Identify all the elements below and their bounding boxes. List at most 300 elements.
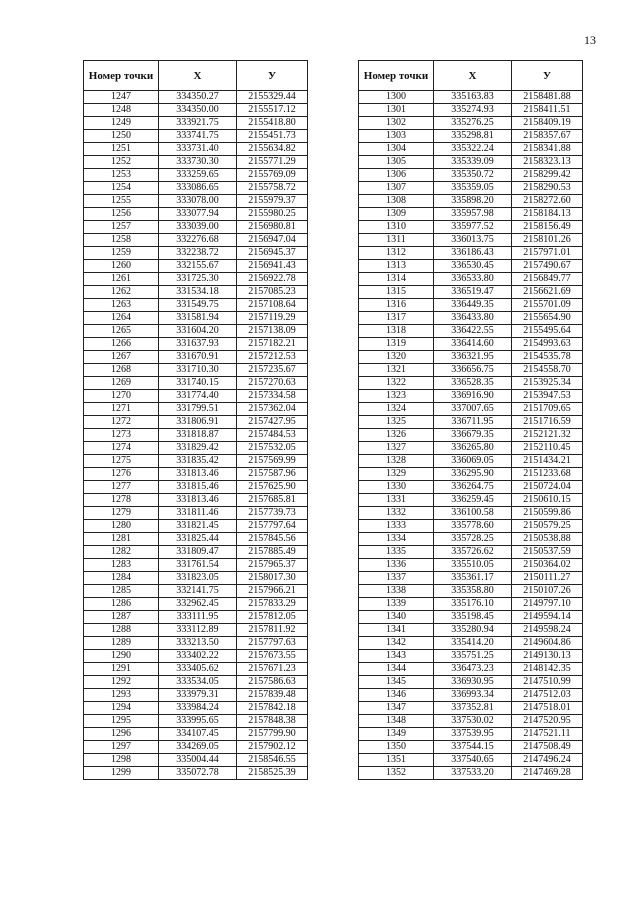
point-number-header: Номер точки (84, 61, 159, 91)
point-number-cell: 1328 (359, 455, 434, 468)
table-row (84, 169, 308, 182)
point-number-cell: 1345 (359, 676, 434, 689)
y-coordinate-cell: 2158272.60 (512, 195, 583, 208)
y-coordinate-cell: 2158323.13 (512, 156, 583, 169)
y-coordinate-cell: 2155979.37 (237, 195, 308, 208)
table-row (84, 130, 308, 143)
table-row (84, 715, 308, 728)
table-row (84, 442, 308, 455)
x-coordinate-cell: 333731.40 (159, 143, 237, 156)
x-coordinate-cell: 337352.81 (434, 702, 512, 715)
y-coordinate-cell: 2157625.90 (237, 481, 308, 494)
coordinates-table-right (358, 60, 583, 780)
y-coordinate-cell: 2150599.86 (512, 507, 583, 520)
y-coordinate-cell: 2154558.70 (512, 364, 583, 377)
table-row (84, 195, 308, 208)
y-coordinate-cell: 2155495.64 (512, 325, 583, 338)
point-number-cell: 1351 (359, 754, 434, 767)
table-row (84, 650, 308, 663)
table-row (359, 169, 583, 182)
y-coordinate-cell: 2156849.77 (512, 273, 583, 286)
y-coordinate-cell: 2157532.05 (237, 442, 308, 455)
y-coordinate-cell: 2147512.03 (512, 689, 583, 702)
y-coordinate-cell: 2158184.13 (512, 208, 583, 221)
y-coordinate-cell: 2150537.59 (512, 546, 583, 559)
table-row (84, 546, 308, 559)
table-row (84, 143, 308, 156)
table-row (84, 624, 308, 637)
table-row (84, 182, 308, 195)
y-coordinate-cell: 2148142.35 (512, 663, 583, 676)
point-number-cell: 1323 (359, 390, 434, 403)
x-coordinate-cell: 333995.65 (159, 715, 237, 728)
x-coordinate-cell: 335322.24 (434, 143, 512, 156)
table-row (359, 624, 583, 637)
x-coordinate-cell: 336993.34 (434, 689, 512, 702)
y-coordinate-cell: 2157427.95 (237, 416, 308, 429)
table-row (84, 221, 308, 234)
x-coordinate-cell: 336656.75 (434, 364, 512, 377)
y-coordinate-cell: 2147469.28 (512, 767, 583, 780)
y-coordinate-cell: 2157811.92 (237, 624, 308, 637)
table-row (359, 481, 583, 494)
x-coordinate-cell: 333741.75 (159, 130, 237, 143)
page-number: 13 (584, 33, 596, 47)
point-number-cell: 1314 (359, 273, 434, 286)
point-number-cell: 1287 (84, 611, 159, 624)
point-number-cell: 1305 (359, 156, 434, 169)
point-number-cell: 1279 (84, 507, 159, 520)
point-number-cell: 1278 (84, 494, 159, 507)
point-number-cell: 1322 (359, 377, 434, 390)
y-coordinate-cell: 2157902.12 (237, 741, 308, 754)
point-number-cell: 1254 (84, 182, 159, 195)
y-coordinate-cell: 2158525.39 (237, 767, 308, 780)
table-row (359, 351, 583, 364)
point-number-cell: 1346 (359, 689, 434, 702)
table-row (359, 429, 583, 442)
x-coordinate-cell: 332141.75 (159, 585, 237, 598)
table-row (84, 273, 308, 286)
point-number-cell: 1289 (84, 637, 159, 650)
y-coordinate-cell: 2150610.15 (512, 494, 583, 507)
point-number-header: Номер точки (359, 61, 434, 91)
point-number-cell: 1333 (359, 520, 434, 533)
x-coordinate-cell: 331806.91 (159, 416, 237, 429)
table-header-row (359, 61, 583, 91)
table-row (359, 312, 583, 325)
y-coordinate-cell: 2156621.69 (512, 286, 583, 299)
x-coordinate-cell: 333402.22 (159, 650, 237, 663)
table-row (84, 494, 308, 507)
point-number-cell: 1317 (359, 312, 434, 325)
table-row (84, 234, 308, 247)
x-coordinate-cell: 331761.54 (159, 559, 237, 572)
y-coordinate-cell: 2147518.01 (512, 702, 583, 715)
table-row (84, 637, 308, 650)
y-coordinate-cell: 2157885.49 (237, 546, 308, 559)
table-row (84, 598, 308, 611)
table-row (359, 585, 583, 598)
x-coordinate-cell: 331740.15 (159, 377, 237, 390)
table-row (359, 104, 583, 117)
x-coordinate-cell: 335510.05 (434, 559, 512, 572)
y-coordinate-cell: 2155329.44 (237, 91, 308, 104)
point-number-cell: 1347 (359, 702, 434, 715)
table-row (84, 728, 308, 741)
point-number-cell: 1311 (359, 234, 434, 247)
x-coordinate-cell: 336711.95 (434, 416, 512, 429)
y-coordinate-cell: 2158156.49 (512, 221, 583, 234)
y-coordinate-cell: 2149797.10 (512, 598, 583, 611)
point-number-cell: 1272 (84, 416, 159, 429)
x-coordinate-cell: 333077.94 (159, 208, 237, 221)
point-number-cell: 1336 (359, 559, 434, 572)
point-number-cell: 1251 (84, 143, 159, 156)
y-coordinate-cell: 2151716.59 (512, 416, 583, 429)
table-row (84, 403, 308, 416)
point-number-cell: 1302 (359, 117, 434, 130)
x-coordinate-cell: 331710.30 (159, 364, 237, 377)
y-coordinate-cell: 2157739.73 (237, 507, 308, 520)
point-number-cell: 1315 (359, 286, 434, 299)
x-coordinate-cell: 331637.93 (159, 338, 237, 351)
table-row (84, 676, 308, 689)
x-coordinate-cell: 335751.25 (434, 650, 512, 663)
x-coordinate-cell: 331581.94 (159, 312, 237, 325)
point-number-cell: 1288 (84, 624, 159, 637)
point-number-cell: 1249 (84, 117, 159, 130)
table-row (359, 221, 583, 234)
x-coordinate-cell: 336916.90 (434, 390, 512, 403)
x-coordinate-cell: 332276.68 (159, 234, 237, 247)
x-coordinate-cell: 331813.46 (159, 494, 237, 507)
x-coordinate-cell: 331813.46 (159, 468, 237, 481)
point-number-cell: 1321 (359, 364, 434, 377)
y-coordinate-cell: 2156922.78 (237, 273, 308, 286)
point-number-cell: 1344 (359, 663, 434, 676)
y-coordinate-cell: 2149594.14 (512, 611, 583, 624)
point-number-cell: 1330 (359, 481, 434, 494)
point-number-cell: 1282 (84, 546, 159, 559)
x-coordinate-cell: 336533.80 (434, 273, 512, 286)
x-coordinate-cell: 335361.17 (434, 572, 512, 585)
point-number-cell: 1335 (359, 546, 434, 559)
point-number-cell: 1312 (359, 247, 434, 260)
x-coordinate-cell: 333984.24 (159, 702, 237, 715)
y-coordinate-cell: 2157108.64 (237, 299, 308, 312)
x-coordinate-cell: 331823.05 (159, 572, 237, 585)
table-row (359, 533, 583, 546)
y-coordinate-cell: 2157673.55 (237, 650, 308, 663)
y-coordinate-cell: 2155517.12 (237, 104, 308, 117)
y-coordinate-cell: 2149604.86 (512, 637, 583, 650)
y-coordinate-cell: 2149130.13 (512, 650, 583, 663)
table-row (359, 234, 583, 247)
y-coordinate-cell: 2157235.67 (237, 364, 308, 377)
table-row (359, 442, 583, 455)
point-number-cell: 1264 (84, 312, 159, 325)
table-row (84, 741, 308, 754)
x-coordinate-cell: 331604.20 (159, 325, 237, 338)
table-row (359, 182, 583, 195)
point-number-cell: 1320 (359, 351, 434, 364)
x-coordinate-cell: 336519.47 (434, 286, 512, 299)
table-row (84, 663, 308, 676)
x-coordinate-cell: 336265.80 (434, 442, 512, 455)
table-row (84, 468, 308, 481)
y-coordinate-cell: 2157484.53 (237, 429, 308, 442)
table-row (84, 611, 308, 624)
table-row (359, 650, 583, 663)
point-number-cell: 1337 (359, 572, 434, 585)
point-number-cell: 1275 (84, 455, 159, 468)
x-coordinate-cell: 331829.42 (159, 442, 237, 455)
x-coordinate-cell: 336473.23 (434, 663, 512, 676)
table-row (84, 104, 308, 117)
table-row (359, 520, 583, 533)
table-row (359, 728, 583, 741)
point-number-cell: 1276 (84, 468, 159, 481)
y-coordinate-cell: 2157587.96 (237, 468, 308, 481)
table-row (359, 637, 583, 650)
y-coordinate-cell: 2157839.48 (237, 689, 308, 702)
x-coordinate-cell: 332155.67 (159, 260, 237, 273)
table-row (84, 260, 308, 273)
x-coordinate-cell: 333111.95 (159, 611, 237, 624)
y-coordinate-cell: 2150107.26 (512, 585, 583, 598)
point-number-cell: 1277 (84, 481, 159, 494)
x-coordinate-cell: 337007.65 (434, 403, 512, 416)
table-row (359, 403, 583, 416)
y-coordinate-cell: 2149598.24 (512, 624, 583, 637)
point-number-cell: 1291 (84, 663, 159, 676)
x-coordinate-cell: 335163.83 (434, 91, 512, 104)
x-coordinate-cell: 336295.90 (434, 468, 512, 481)
table-row (359, 689, 583, 702)
point-number-cell: 1310 (359, 221, 434, 234)
table-row (84, 455, 308, 468)
x-coordinate-cell: 331835.42 (159, 455, 237, 468)
table-row (359, 611, 583, 624)
y-coordinate-cell: 2154993.63 (512, 338, 583, 351)
y-coordinate-cell: 2157138.09 (237, 325, 308, 338)
y-coordinate-cell: 2157212.53 (237, 351, 308, 364)
table-row (359, 702, 583, 715)
y-coordinate-cell: 2157334.58 (237, 390, 308, 403)
point-number-cell: 1252 (84, 156, 159, 169)
x-coordinate-cell: 336069.05 (434, 455, 512, 468)
table-row (359, 455, 583, 468)
point-number-cell: 1284 (84, 572, 159, 585)
point-number-cell: 1326 (359, 429, 434, 442)
x-coordinate-cell: 335778.60 (434, 520, 512, 533)
y-coordinate-cell: 2155634.82 (237, 143, 308, 156)
point-number-cell: 1352 (359, 767, 434, 780)
x-coordinate-cell: 331549.75 (159, 299, 237, 312)
table-row (359, 754, 583, 767)
x-coordinate-cell: 336186.43 (434, 247, 512, 260)
point-number-cell: 1285 (84, 585, 159, 598)
x-coordinate-cell: 333405.62 (159, 663, 237, 676)
x-coordinate-cell: 333078.00 (159, 195, 237, 208)
x-coordinate-cell: 335280.94 (434, 624, 512, 637)
y-coordinate-cell: 2155980.25 (237, 208, 308, 221)
point-number-cell: 1292 (84, 676, 159, 689)
y-coordinate-cell: 2157797.64 (237, 520, 308, 533)
table-row (359, 741, 583, 754)
table-row (84, 481, 308, 494)
y-coordinate-cell: 2157586.63 (237, 676, 308, 689)
x-coordinate-cell: 331818.87 (159, 429, 237, 442)
x-coordinate-cell: 333039.00 (159, 221, 237, 234)
point-number-cell: 1298 (84, 754, 159, 767)
point-number-cell: 1295 (84, 715, 159, 728)
x-coordinate-cell: 336100.58 (434, 507, 512, 520)
y-coordinate-cell: 2152121.32 (512, 429, 583, 442)
x-coordinate-cell: 337530.02 (434, 715, 512, 728)
table-row (84, 429, 308, 442)
y-coordinate-cell: 2150538.88 (512, 533, 583, 546)
table-row (84, 156, 308, 169)
table-row (359, 598, 583, 611)
point-number-cell: 1324 (359, 403, 434, 416)
y-coordinate-cell: 2147508.49 (512, 741, 583, 754)
point-number-cell: 1296 (84, 728, 159, 741)
point-number-cell: 1257 (84, 221, 159, 234)
table-row (359, 559, 583, 572)
y-coordinate-cell: 2157812.05 (237, 611, 308, 624)
y-coordinate-cell: 2157362.04 (237, 403, 308, 416)
y-coordinate-cell: 2157965.37 (237, 559, 308, 572)
point-number-cell: 1309 (359, 208, 434, 221)
y-coordinate-cell: 2150724.04 (512, 481, 583, 494)
y-coordinate-cell: 2155758.72 (237, 182, 308, 195)
x-coordinate-cell: 336264.75 (434, 481, 512, 494)
x-coordinate-cell: 336321.95 (434, 351, 512, 364)
y-coordinate-cell: 2158341.88 (512, 143, 583, 156)
x-coordinate-cell: 334269.05 (159, 741, 237, 754)
x-coordinate-cell: 334350.00 (159, 104, 237, 117)
y-coordinate-cell: 2158481.88 (512, 91, 583, 104)
x-coordinate-cell: 331809.47 (159, 546, 237, 559)
x-coordinate-cell: 335198.45 (434, 611, 512, 624)
x-coordinate-cell: 336414.60 (434, 338, 512, 351)
point-number-cell: 1250 (84, 130, 159, 143)
table-row (84, 312, 308, 325)
x-coordinate-cell: 335414.20 (434, 637, 512, 650)
table-row (359, 676, 583, 689)
table-row (84, 299, 308, 312)
x-coordinate-cell: 337540.65 (434, 754, 512, 767)
coordinates-table-left (83, 60, 308, 780)
y-coordinate-cell: 2155771.29 (237, 156, 308, 169)
y-coordinate-cell: 2157119.29 (237, 312, 308, 325)
point-number-cell: 1270 (84, 390, 159, 403)
point-number-cell: 1262 (84, 286, 159, 299)
x-coordinate-cell: 335004.44 (159, 754, 237, 767)
point-number-cell: 1259 (84, 247, 159, 260)
x-coordinate-cell: 335726.62 (434, 546, 512, 559)
point-number-cell: 1248 (84, 104, 159, 117)
point-number-cell: 1294 (84, 702, 159, 715)
y-coordinate-cell: 2151434.21 (512, 455, 583, 468)
point-number-cell: 1318 (359, 325, 434, 338)
y-coordinate-cell: 2156947.04 (237, 234, 308, 247)
table-row (359, 195, 583, 208)
table-row (359, 117, 583, 130)
x-coordinate-cell: 336422.55 (434, 325, 512, 338)
y-coordinate-cell: 2157845.56 (237, 533, 308, 546)
table-row (359, 299, 583, 312)
table-row (359, 468, 583, 481)
x-coordinate-cell: 335957.98 (434, 208, 512, 221)
table-row (84, 559, 308, 572)
y-coordinate-cell: 2157490.67 (512, 260, 583, 273)
table-row (359, 208, 583, 221)
y-coordinate-cell: 2157085.23 (237, 286, 308, 299)
point-number-cell: 1281 (84, 533, 159, 546)
point-number-cell: 1274 (84, 442, 159, 455)
point-number-cell: 1273 (84, 429, 159, 442)
y-coordinate-cell: 2157799.90 (237, 728, 308, 741)
y-coordinate-cell: 2158101.26 (512, 234, 583, 247)
x-coordinate-cell: 336930.95 (434, 676, 512, 689)
y-coordinate-cell: 2147521.11 (512, 728, 583, 741)
point-number-cell: 1303 (359, 130, 434, 143)
table-row (359, 91, 583, 104)
point-number-cell: 1343 (359, 650, 434, 663)
y-coordinate-cell: 2152110.45 (512, 442, 583, 455)
point-number-cell: 1342 (359, 637, 434, 650)
table-row (84, 364, 308, 377)
x-coordinate-cell: 336013.75 (434, 234, 512, 247)
y-coordinate-cell: 2155654.90 (512, 312, 583, 325)
point-number-cell: 1331 (359, 494, 434, 507)
x-header: X (159, 61, 237, 91)
y-coordinate-cell: 2155418.80 (237, 117, 308, 130)
x-coordinate-cell: 332962.45 (159, 598, 237, 611)
x-coordinate-cell: 331725.30 (159, 273, 237, 286)
x-coordinate-cell: 337544.15 (434, 741, 512, 754)
point-number-cell: 1283 (84, 559, 159, 572)
table-row (84, 572, 308, 585)
x-coordinate-cell: 333534.05 (159, 676, 237, 689)
x-coordinate-cell: 336433.80 (434, 312, 512, 325)
x-coordinate-cell: 333921.75 (159, 117, 237, 130)
y-coordinate-cell: 2157966.21 (237, 585, 308, 598)
table-row (359, 247, 583, 260)
point-number-cell: 1341 (359, 624, 434, 637)
y-coordinate-cell: 2154535.78 (512, 351, 583, 364)
x-coordinate-cell: 332238.72 (159, 247, 237, 260)
y-coordinate-cell: 2157270.63 (237, 377, 308, 390)
x-coordinate-cell: 335359.05 (434, 182, 512, 195)
y-coordinate-cell: 2156945.37 (237, 247, 308, 260)
point-number-cell: 1280 (84, 520, 159, 533)
table-row (84, 208, 308, 221)
table-row (359, 338, 583, 351)
y-coordinate-cell: 2147520.95 (512, 715, 583, 728)
y-coordinate-cell: 2153925.34 (512, 377, 583, 390)
table-row (84, 390, 308, 403)
point-number-cell: 1304 (359, 143, 434, 156)
y-coordinate-cell: 2158411.51 (512, 104, 583, 117)
y-coordinate-cell: 2157848.38 (237, 715, 308, 728)
x-coordinate-cell: 336679.35 (434, 429, 512, 442)
point-number-cell: 1332 (359, 507, 434, 520)
table-row (359, 416, 583, 429)
